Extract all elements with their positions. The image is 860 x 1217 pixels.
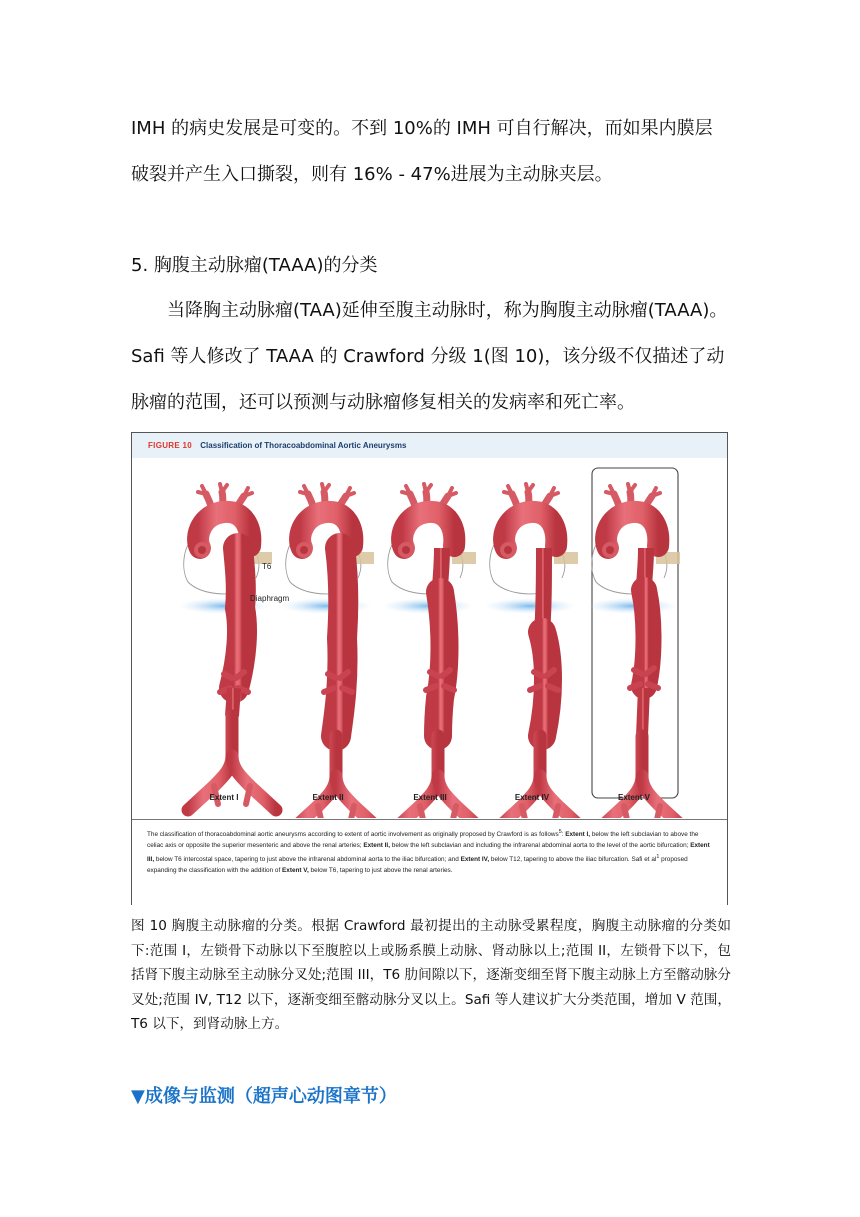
caption-extent-term: Extent II, (363, 842, 390, 850)
caption-extent-term: Extent III, (147, 842, 710, 863)
figure-caption (132, 819, 727, 905)
caption-text: below T6, tapering to just above the renal arteries. (308, 866, 453, 874)
extent-5-aorta (586, 468, 686, 818)
section-title: 成像与监测 (144, 1086, 235, 1107)
extent-2-aorta (280, 484, 380, 818)
caption-ref: 1 (656, 853, 660, 860)
caption-extent-term: Extent V, (282, 866, 309, 874)
extent-1-aorta (178, 484, 276, 810)
caption-text: proposed expanding the classification with the addition of (147, 855, 688, 874)
caption-ref: 5 (558, 829, 562, 835)
extent-4-label: Extent IV (514, 793, 550, 802)
extent-5-label: Extent V (617, 793, 651, 802)
caption-text: below T6 intercostal space, tapering to just above the infrarenal abdominal aorta to the iliac bifurcation; and (154, 855, 461, 863)
aorta-illustration (132, 458, 727, 818)
caption-extent-term: Extent IV, (460, 855, 490, 863)
paragraph-line: IMH 的病史发展是可变的。不到 10%的 IMH 可自行解决，而如果内膜层 (131, 118, 713, 139)
caption-extent-term: Extent I, (565, 831, 591, 839)
extent-4-aorta (484, 484, 584, 818)
figure-header (132, 433, 727, 458)
figure-label: FIGURE 10 (148, 441, 193, 450)
triangle-marker-icon: ▼ (131, 1086, 145, 1107)
section-heading-imaging (131, 1080, 397, 1114)
figure-title: Classification of Thoracoabdominal Aortic Aneurysms (200, 441, 407, 450)
paragraph-imh (131, 106, 713, 198)
caption-text: below T12, tapering to above the iliac bifurcation. Safi et al (489, 855, 657, 863)
diaphragm-label: Diaphragm (250, 594, 290, 603)
paragraph-line: 脉瘤的范围，还可以预测与动脉瘤修复相关的发病率和死亡率。 (131, 392, 635, 413)
paragraph-taaa (131, 288, 727, 426)
paragraph-line: 当降胸主动脉瘤(TAA)延伸至腹主动脉时，称为胸腹主动脉瘤(TAAA)。 (167, 300, 728, 321)
extent-1-label: Extent I (209, 793, 239, 802)
caption-text: : (561, 831, 566, 839)
t6-label: T6 (262, 562, 272, 571)
caption-text: below the left subclavian and including the infrarenal abdominal aorta to the level of the aortic bifurcation; (389, 842, 691, 850)
figure-10 (131, 432, 728, 905)
caption-text: below the left subclavian to above the celiac axis or opposite the superior mesenteric and above the renal arteries; (147, 831, 699, 850)
section-subtitle: （超声心动图章节） (234, 1086, 397, 1107)
paragraph-line: Safi 等人修改了 TAAA 的 Crawford 分级 1(图 10)，该分级不仅描述了动 (131, 346, 725, 367)
figure-caption-chinese: 图 10 胸腹主动脉瘤的分类。根据 Crawford 最初提出的主动脉受累程度，胸腹主动脉瘤的分类如下:范围 I，左锁骨下动脉以下至腹腔以上或肠系膜上动脉、肾动脉以上;范围 II，左锁骨下以下，包括肾下腹主动脉至主动脉分叉处;范围 III，T6 肋间隙以下，逐渐变细至肾下腹主动脉上方至髂动脉分叉处;范围 IV, T12 以下，逐渐变细至髂动脉分叉以上。Safi 等人建议扩大分类范围，增加 V 范围，T6 以下，到肾动脉上方。 (131, 918, 731, 1032)
extent-3-aorta (382, 484, 482, 818)
section-5-heading: 5. 胸腹主动脉瘤(TAAA)的分类 (131, 255, 378, 276)
caption-text: The classification of thoracoabdominal aortic aneurysms according to extent of aortic involvement as originally proposed by Crawford is as follows (147, 831, 559, 839)
extent-2-label: Extent II (312, 793, 344, 802)
paragraph-line: 破裂并产生入口撕裂，则有 16% - 47%进展为主动脉夹层。 (131, 164, 613, 185)
extent-3-label: Extent III (413, 793, 447, 802)
